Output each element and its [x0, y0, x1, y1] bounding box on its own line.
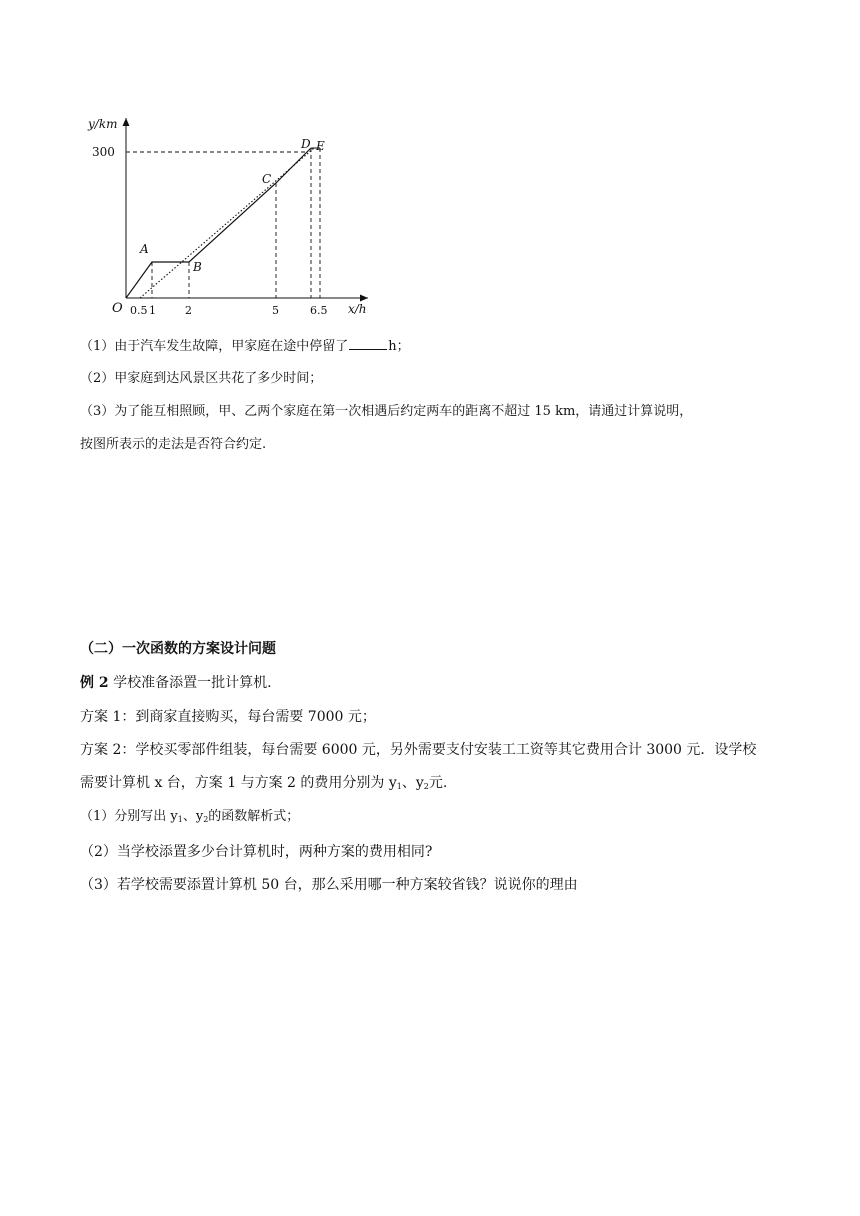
x-tick-6-5: 6.5 — [310, 304, 328, 317]
q1-suffix: h； — [388, 339, 410, 354]
path-jia — [126, 148, 311, 298]
section-heading: （二）一次函数的方案设计问题 — [80, 641, 276, 657]
path-yi — [140, 148, 314, 298]
q2-1-text-c: 的函数解析式； — [208, 809, 300, 824]
x-tick-1: 1 — [149, 304, 156, 317]
question1-3-line1: （3）为了能互相照顾，甲、乙两个家庭在第一次相遇后约定两车的距离不超过 15 km，请通过计算说明， — [80, 404, 693, 419]
q2-1-sub1: 1 — [177, 815, 183, 824]
y-axis-label: y/km — [88, 117, 118, 131]
x-tick-5: 5 — [272, 304, 279, 317]
plan-1: 方案 1：到商家直接购买，每台需要 7000 元； — [80, 709, 376, 725]
point-a-label: A — [140, 242, 149, 256]
y-tick-300: 300 — [92, 145, 115, 159]
distance-time-graph — [78, 108, 378, 323]
x-tick-2: 2 — [185, 304, 192, 317]
plan2-text-a: 需要计算机 x 台，方案 1 与方案 2 的费用分别为 y — [80, 775, 397, 791]
question1-3-line2: 按图所表示的走法是否符合约定. — [80, 437, 267, 452]
x-axis-arrow — [360, 295, 368, 302]
point-c-label: C — [262, 172, 272, 186]
q2-1-sub2: 2 — [203, 815, 209, 824]
example-text: 学校准备添置一批计算机. — [108, 675, 272, 691]
q1-text: （1）由于汽车发生故障，甲家庭在途中停留了 — [80, 339, 349, 354]
x-tick-0-5: 0.5 — [130, 304, 148, 317]
example-title — [80, 674, 272, 692]
origin-label: O — [112, 301, 123, 316]
question2-2: （2）当学校添置多少台计算机时，两种方案的费用相同? — [80, 844, 433, 860]
answer-blank — [349, 338, 387, 350]
point-e-label: E — [316, 139, 325, 153]
graph-svg — [78, 108, 378, 323]
q2-1-text-b: 、y — [182, 809, 204, 824]
question2-1 — [80, 808, 299, 829]
y-axis-arrow — [123, 118, 130, 126]
plan2-text-c: 元. — [428, 775, 448, 791]
question1-1 — [80, 338, 410, 356]
example-label: 例 2 — [80, 675, 109, 691]
guide-lines — [126, 148, 320, 298]
q2-1-text-a: （1）分别写出 y — [80, 809, 178, 824]
question1-2: （2）甲家庭到达风景区共花了多少时间； — [80, 371, 323, 386]
plan-2-line2 — [80, 774, 447, 796]
point-d-label: D — [301, 137, 311, 151]
plan2-sub2: 2 — [423, 782, 429, 791]
plan2-text-b: 、y — [401, 775, 424, 791]
plan2-sub1: 1 — [396, 782, 402, 791]
point-b-label: B — [193, 260, 202, 274]
question2-3: （3）若学校需要添置计算机 50 台，那么采用哪一种方案较省钱？说说你的理由 — [80, 877, 578, 893]
x-axis-label: x/h — [348, 302, 367, 316]
plan-2-line1: 方案 2：学校买零部件组装，每台需要 6000 元，另外需要支付安装工工资等其它费用合计 3000 元．设学校 — [80, 742, 757, 758]
